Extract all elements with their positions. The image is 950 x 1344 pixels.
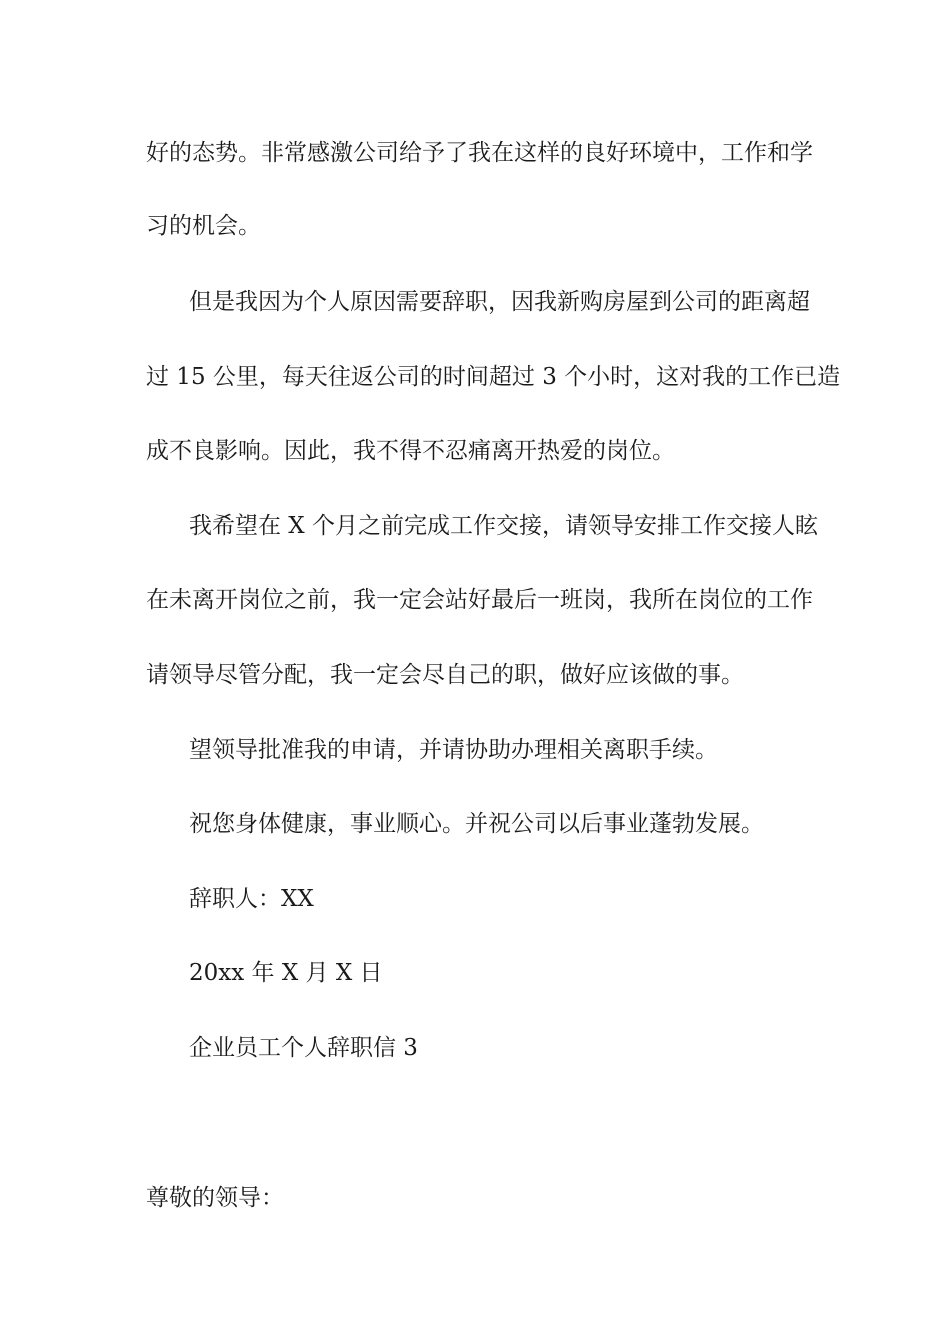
paragraph-line: 习的机会。 [146,213,261,239]
paragraph-line: 我希望在 X 个月之前完成工作交接，请领导安排工作交接人眩 [189,513,818,539]
salutation-line: 尊敬的领导： [146,1185,284,1211]
paragraph-line: 祝您身体健康，事业顺心。并祝公司以后事业蓬勃发展。 [189,811,764,837]
section-title: 企业员工个人辞职信 3 [189,1035,418,1061]
signature-line: 辞职人：XX [189,886,314,912]
paragraph-line: 望领导批准我的申请，并请协助办理相关离职手续。 [189,737,718,763]
paragraph-line: 在未离开岗位之前，我一定会站好最后一班岗，我所在岗位的工作 [146,587,813,613]
paragraph-line: 但是我因为个人原因需要辞职，因我新购房屋到公司的距离超 [189,289,810,315]
paragraph-line: 过 15 公里，每天往返公司的时间超过 3 个小时，这对我的工作已造 [146,364,841,390]
paragraph-line: 请领导尽管分配，我一定会尽自己的职，做好应该做的事。 [146,662,744,688]
paragraph-line: 成不良影响。因此，我不得不忍痛离开热爱的岗位。 [146,438,675,464]
date-line: 20xx 年 X 月 X 日 [189,960,383,986]
paragraph-line: 好的态势。非常感激公司给予了我在这样的良好环境中，工作和学 [146,140,813,166]
